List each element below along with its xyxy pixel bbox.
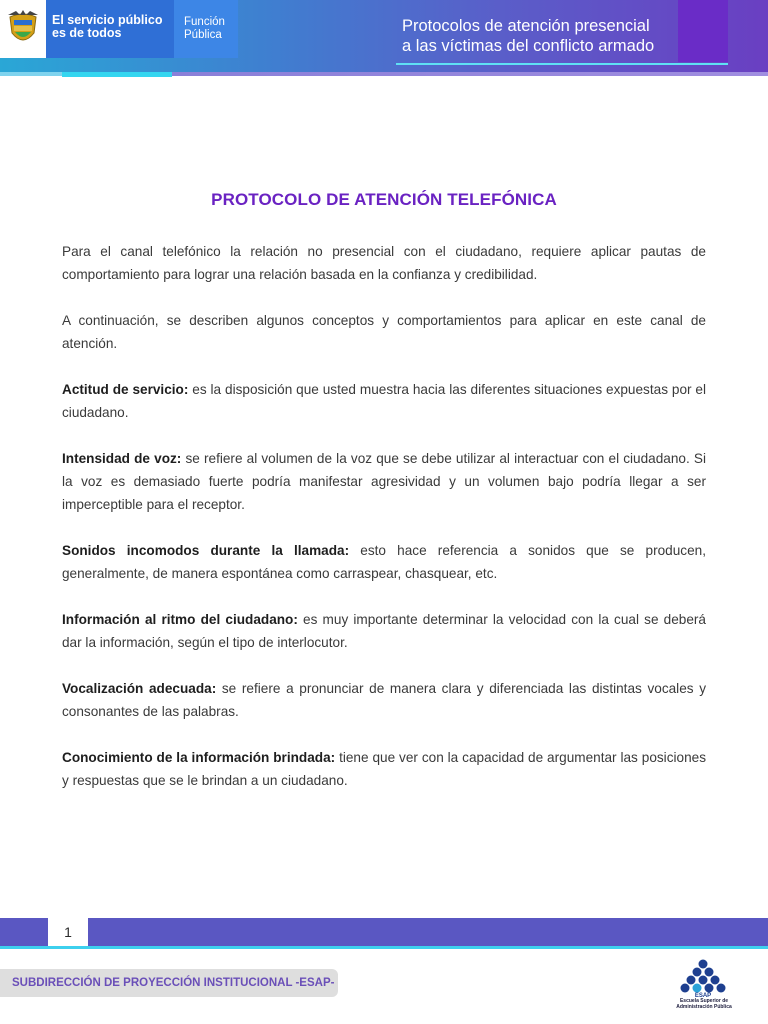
concept-term: Actitud de servicio: <box>62 382 189 397</box>
header-cyan-accent <box>62 72 172 77</box>
concept-term: Sonidos incomodos durante la llamada: <box>62 543 350 558</box>
footer-line <box>0 946 768 949</box>
page-content <box>62 190 706 815</box>
concept-paragraph <box>62 746 706 792</box>
page-number: 1 <box>48 918 88 946</box>
document-title-line1: Protocolos de atención presencial <box>402 17 650 35</box>
concept-paragraph <box>62 539 706 585</box>
concept-term: Vocalización adecuada: <box>62 681 217 696</box>
concept-paragraph <box>62 677 706 723</box>
concept-paragraph <box>62 447 706 516</box>
header-corner-block <box>678 0 728 62</box>
concept-text: es muy importante determinar la velocidad con la cual se deberá dar la información, según el tipo de interlocutor. <box>62 612 706 650</box>
intro-paragraph-2: A continuación, se describen algunos conceptos y comportamientos para aplicar en este canal de atención. <box>62 313 706 351</box>
gov-slogan-line1: El servicio público <box>52 13 163 27</box>
document-title <box>402 16 682 56</box>
funcion-publica-logo <box>184 16 225 42</box>
page-heading: PROTOCOLO DE ATENCIÓN TELEFÓNICA <box>211 190 557 209</box>
title-underline <box>396 63 728 65</box>
concept-text: se refiere al volumen de la voz que se debe utilizar al interactuar con el ciudadano. Si la voz es demasiado fuerte podría manifestar agresividad y un volumen bajo podría llegar a ser imperceptible para el receptor. <box>62 451 706 512</box>
esap-caption-line1: Escuela Superior de <box>679 998 729 1004</box>
gov-slogan-line2: es de todos <box>52 26 122 40</box>
fp-line2: Pública <box>184 29 222 41</box>
document-title-line2: a las víctimas del conflicto armado <box>402 37 655 55</box>
concept-paragraph <box>62 608 706 654</box>
concept-term: Intensidad de voz: <box>62 451 182 466</box>
esap-caption-line2: Administración Pública <box>676 1004 732 1010</box>
concept-paragraph <box>62 378 706 424</box>
concept-term: Conocimiento de la información brindada: <box>62 750 336 765</box>
concept-text: se refiere a pronunciar de manera clara y diferenciada las distintas vocales y consonantes de las palabras. <box>62 681 706 719</box>
intro-paragraph: Para el canal telefónico la relación no presencial con el ciudadano, requiere aplicar pautas de comportamiento para lograr una relación basada en la confianza y credibilidad. <box>62 244 706 282</box>
concept-text: es la disposición que usted muestra hacia las diferentes situaciones expuestas por el ciudadano. <box>62 382 706 420</box>
coat-of-arms-icon <box>0 0 46 58</box>
concept-term: Información al ritmo del ciudadano: <box>62 612 298 627</box>
concept-text: esto hace referencia a sonidos que se producen, generalmente, de manera espontánea como carraspear, chasquear, etc. <box>62 543 706 581</box>
esap-caption <box>666 998 742 1010</box>
fp-line1: Función <box>184 16 225 28</box>
gov-slogan <box>52 14 170 40</box>
footer-bar <box>0 918 768 946</box>
esap-wordmark: ESAP <box>694 993 712 998</box>
concept-text: tiene que ver con la capacidad de argumentar las posiciones y respuestas que se le brindan a un ciudadano. <box>62 750 706 788</box>
footer-label: SUBDIRECCIÓN DE PROYECCIÓN INSTITUCIONAL -ESAP- <box>0 969 338 997</box>
